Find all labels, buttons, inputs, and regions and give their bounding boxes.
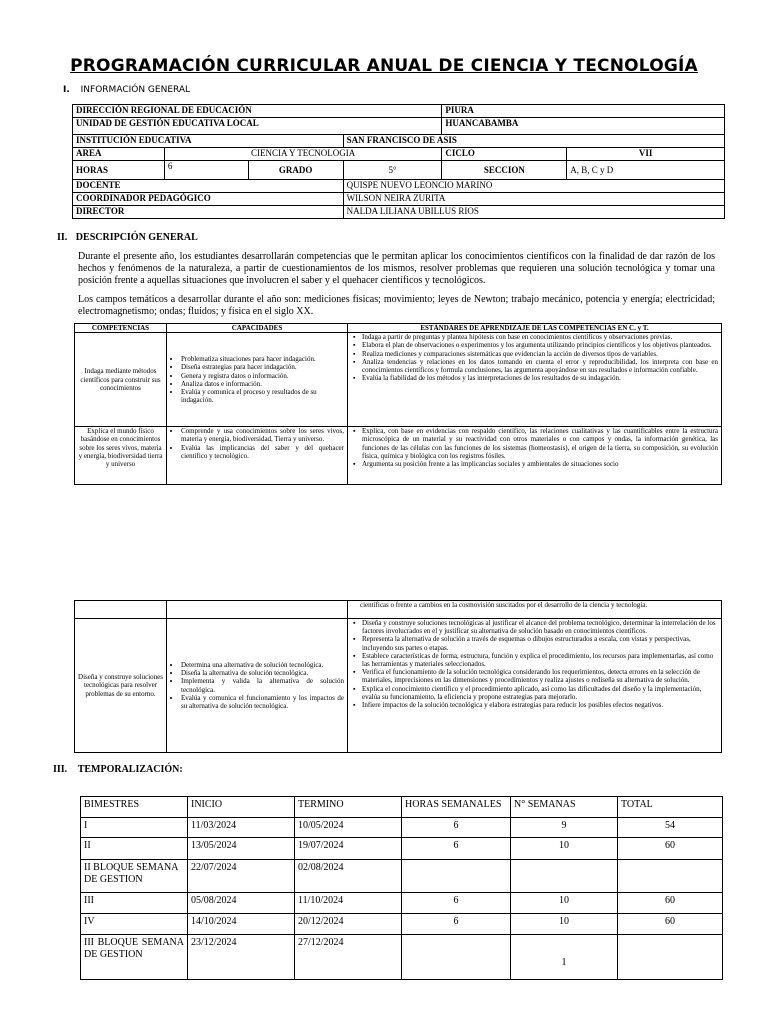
table-row — [75, 333, 722, 427]
list-item: ▪ Indaga a partir de preguntas y plantea hipótesis con base en conocimientos científicos y observaciones previas. — [362, 333, 718, 341]
cell-horas: 6 — [402, 914, 511, 935]
table-row — [73, 148, 725, 161]
table-row — [75, 619, 722, 753]
cell-bimestre: III — [81, 893, 188, 914]
cell-bimestre: II — [81, 838, 188, 860]
list-item: ▪ Establece características de forma, estructura, función y explica el procedimiento, los recursos para implementarlas, así como las herramientas y materiales seleccionados. — [362, 652, 718, 668]
list-item: • Problematiza situaciones para hacer indagación. — [181, 355, 344, 363]
cell-inicio: 05/08/2024 — [188, 893, 295, 914]
empty-cell — [75, 601, 167, 619]
cell-termino: 20/12/2024 — [295, 914, 402, 935]
table-row — [73, 206, 725, 219]
cell-semanas: 10 — [511, 838, 618, 860]
list-item: ▪ Analiza tendencias y relaciones en los datos tomando en cuenta el error y reproducibilidad, los interpreta con base en conocimientos científicos y formula conclusiones, las argumenta apoyándose en sus resultados e información confiable. — [362, 358, 718, 374]
list-item: • Evalúa las implicancias del saber y del quehacer científico y tecnológico. — [181, 444, 344, 460]
header-total: TOTAL — [618, 797, 723, 818]
seccion-label: SECCION — [442, 161, 567, 180]
cell-semanas: 9 — [511, 818, 618, 838]
list-item: ▪ Argumenta su posición frente a las implicancias sociales y ambientales de situaciones socio — [362, 460, 718, 468]
estandares-cell — [348, 427, 722, 485]
header-termino: TERMINO — [295, 797, 402, 818]
cell-total: 54 — [618, 818, 723, 838]
list-item: • Diseña la alternativa de solución tecnológica. — [181, 669, 344, 677]
capacidades-cell — [167, 427, 348, 485]
section-2-label: DESCRIPCIÓN GENERAL — [75, 232, 198, 243]
cell-horas: 6 — [402, 893, 511, 914]
header-horas-semanales: HORAS SEMANALES — [402, 797, 511, 818]
section-1-number: I. — [63, 85, 70, 95]
empty-cell — [167, 601, 348, 619]
cell-semanas: 10 — [511, 893, 618, 914]
page-title: PROGRAMACIÓN CURRICULAR ANUAL DE CIENCIA Y TECNOLOGÍA — [70, 56, 698, 76]
cell-total — [618, 935, 723, 980]
ugel-label: UNIDAD DE GESTIÓN EDUCATIVA LOCAL — [73, 118, 442, 135]
description-paragraph-1: Durante el presente año, los estudiantes desarrollarán competencias que le permitan aplicar los conocimientos científicos con la finalidad de dar razón de los hechos y fenómenos de la naturaleza, a partir de cuestionamientos de los mismos, resolver problemas que requieren una solución tecnológica y tomar una posición frente a aquellas situaciones que involucren el saber y el quehacer científicos y tecnológicos. — [78, 251, 715, 286]
header-n-semanas: N° SEMANAS — [511, 797, 618, 818]
ie-label: INSTITUCIÓN EDUCATIVA — [73, 135, 344, 148]
docente-label: DOCENTE — [73, 180, 344, 193]
table-row — [73, 118, 725, 135]
cell-termino: 10/05/2024 — [295, 818, 402, 838]
table-row — [81, 818, 723, 838]
list-item: ▪ Verifica el funcionamiento de la solución tecnológica considerando los requerimientos, detecta errores en la selección de materiales, imprecisiones en las dimensiones y procedimientos y realiza ajustes o rediseña su alternativa de solución. — [362, 668, 718, 684]
cell-bimestre: III BLOQUE SEMANA DE GESTION — [81, 935, 188, 980]
area-value: CIENCIA Y TECNOLOGIA — [164, 148, 442, 161]
header-inicio: INICIO — [188, 797, 295, 818]
cell-horas: 6 — [402, 818, 511, 838]
list-item: • Comprende y usa conocimientos sobre los seres vivos, materia y energía, biodiversidad, Tierra y universo. — [181, 427, 344, 443]
description-paragraph-2: Los campos temáticos a desarrollar durante el año son: mediciones físicas; movimiento; leyes de Newton; trabajo mecánico, potencia y energía; electricidad; electromagnetismo; ondas; fluidos; y física en el siglo XX. — [78, 294, 715, 317]
section-1-label: INFORMACIÓN GENERAL — [80, 85, 191, 95]
ie-value: SAN FRANCISCO DE ASIS — [343, 135, 724, 148]
list-item: • Evalúa y comunica el funcionamiento y los impactos de su alternativa de solución tecnológica. — [181, 694, 344, 710]
list-item: ▪ Realiza mediciones y comparaciones sistemáticas que evidencian la acción de diversos tipos de variables. — [362, 350, 718, 358]
table-row — [81, 914, 723, 935]
seccion-value: A, B, C y D — [567, 161, 725, 180]
table-row — [73, 180, 725, 193]
list-item: ▪ Elabora el plan de observaciones o experimentos y los argumenta utilizando principios científicos y los objetivos planteados. — [362, 341, 718, 349]
cell-semanas — [511, 860, 618, 893]
header-bimestres: BIMESTRES — [81, 797, 188, 818]
header-competencias: COMPETENCIAS — [75, 324, 167, 333]
director-value: NALDA LILIANA UBILLUS RIOS — [343, 206, 724, 219]
cell-total: 60 — [618, 838, 723, 860]
section-2-heading — [57, 232, 198, 243]
cell-bimestre: II BLOQUE SEMANA DE GESTION — [81, 860, 188, 893]
competencia-explica: Explica el mundo físico basándose en conocimientos sobre los seres vivos, materia y energía, biodiversidad tierra y universo — [75, 427, 167, 485]
director-label: DIRECTOR — [73, 206, 344, 219]
cell-horas — [402, 860, 511, 893]
section-3-heading — [53, 764, 183, 775]
cell-inicio: 13/05/2024 — [188, 838, 295, 860]
cell-termino: 19/07/2024 — [295, 838, 402, 860]
ciclo-value: VII — [567, 148, 725, 161]
capacidades-cell — [167, 333, 348, 427]
list-item: • Analiza datos e información. — [181, 380, 344, 388]
list-item: ▪ Diseña y construye soluciones tecnológicas al justificar el alcance del problema tecnológico, determinar la interrelación de los factores involucrados en el y justificar su alternativa de solución basado en conocimientos científicos. — [362, 619, 718, 635]
header-capacidades: CAPACIDADES — [167, 324, 348, 333]
dre-label: DIRECCIÓN REGIONAL DE EDUCACIÓN — [73, 105, 442, 118]
estandares-continuation: científicas o frente a cambios en la cosmovisión suscitados por el desarrollo de la ciencia y tecnología. — [348, 601, 722, 619]
cell-horas — [402, 935, 511, 980]
table-row — [75, 601, 722, 619]
ugel-value: HUANCABAMBA — [442, 118, 725, 135]
list-item: • Diseña estrategias para hacer indagación. — [181, 363, 344, 371]
list-item: • Evalúa y comunica el proceso y resultados de su indagación. — [181, 388, 344, 404]
list-item: ▪ Representa la alternativa de solución a través de esquemas o dibujos estructurados a escala, con vistas y perspectivas, incluyendo sus partes o etapas. — [362, 635, 718, 651]
table-row — [81, 838, 723, 860]
table-row — [75, 427, 722, 485]
cell-termino: 27/12/2024 — [295, 935, 402, 980]
grado-label: GRADO — [248, 161, 343, 180]
cell-horas: 6 — [402, 838, 511, 860]
list-item: • Determina una alternativa de solución tecnológica. — [181, 661, 344, 669]
docente-value: QUISPE NUEVO LEONCIO MARINO — [343, 180, 724, 193]
horas-label: HORAS — [73, 161, 165, 180]
cell-inicio: 14/10/2024 — [188, 914, 295, 935]
cell-bimestre: I — [81, 818, 188, 838]
table-header-row — [75, 324, 722, 333]
cell-total: 60 — [618, 893, 723, 914]
general-info-table — [72, 104, 725, 219]
area-label: AREA — [73, 148, 165, 161]
table-row — [81, 860, 723, 893]
cell-total: 60 — [618, 914, 723, 935]
competencias-table-continued — [74, 600, 722, 753]
list-item: ▪ Evalúa la fiabilidad de los métodos y las interpretaciones de los resultados de su indagación. — [362, 374, 718, 382]
table-row — [81, 893, 723, 914]
grado-value: 5° — [343, 161, 442, 180]
ciclo-label: CICLO — [442, 148, 567, 161]
table-row — [73, 105, 725, 118]
section-2-number: II. — [57, 232, 68, 243]
horas-value: 6 — [164, 161, 248, 180]
competencia-disena: Diseña y construye soluciones tecnológicas para resolver problemas de su entorno. — [75, 619, 167, 753]
cell-inicio: 23/12/2024 — [188, 935, 295, 980]
table-row — [81, 935, 723, 980]
competencia-indaga: Indaga mediante métodos científicos para construir sus conocimientos — [75, 333, 167, 427]
table-row — [73, 135, 725, 148]
section-3-label: TEMPORALIZACIÓN: — [77, 764, 183, 775]
dre-value: PIURA — [442, 105, 725, 118]
temporalizacion-table — [80, 796, 723, 980]
competencias-table — [74, 323, 722, 485]
list-item: • Implementa y valida la alternativa de solución tecnológica. — [181, 677, 344, 693]
table-header-row — [81, 797, 723, 818]
cell-termino: 02/08/2024 — [295, 860, 402, 893]
list-item: • Genera y registra datos o información. — [181, 372, 344, 380]
cell-bimestre: IV — [81, 914, 188, 935]
cell-termino: 11/10/2024 — [295, 893, 402, 914]
section-3-number: III. — [53, 764, 68, 775]
coordinador-label: COORDINADOR PEDAGÓGICO — [73, 193, 344, 206]
section-1-heading — [63, 85, 190, 95]
estandares-cell — [348, 333, 722, 427]
coordinador-value: WILSON NEIRA ZURITA — [343, 193, 724, 206]
estandares-cell — [348, 619, 722, 753]
cell-total — [618, 860, 723, 893]
list-item: ▪ Infiere impactos de la solución tecnológica y elabora estrategias para reducir los posibles efectos negativos. — [362, 701, 718, 709]
header-estandares: ESTÁNDARES DE APRENDIZAJE DE LAS COMPETENCIAS EN C. y T. — [348, 324, 722, 333]
table-row — [73, 161, 725, 180]
list-item: ▪ Explica el conocimiento científico y el procedimiento aplicado, así como las dificultades del diseño y la implementación, evalúa su funcionamiento, la eficiencia y propone estrategias para mejorarlo. — [362, 685, 718, 701]
capacidades-cell — [167, 619, 348, 753]
cell-semanas: 1 — [511, 935, 618, 980]
cell-semanas: 10 — [511, 914, 618, 935]
cell-inicio: 22/07/2024 — [188, 860, 295, 893]
cell-inicio: 11/03/2024 — [188, 818, 295, 838]
list-item: ▪ Explica, con base en evidencias con respaldo científico, las relaciones cualitativas y las cuantificables entre la estructura microscópica de un material y su reactividad con otros materiales o con campos y ondas, la información genética, las funciones de las células con las funciones de los sistemas (homeostasis), el origen de la tierra, su composición, su evolución física, química y biológica con los registros fósiles. — [362, 427, 718, 460]
table-row — [73, 193, 725, 206]
